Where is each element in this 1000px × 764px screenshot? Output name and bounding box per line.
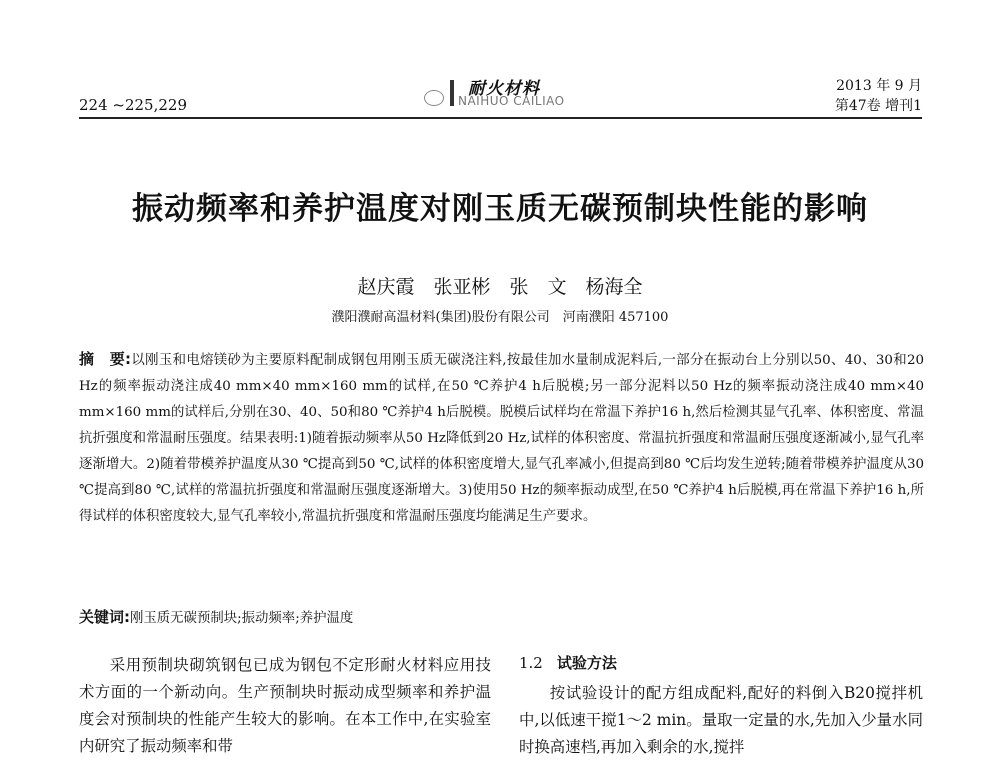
keywords (79, 606, 924, 627)
section-number: 1.2 (519, 654, 543, 672)
logo-circle-icon (424, 90, 444, 106)
abstract-text: 以刚玉和电熔镁砂为主要原料配制成钢包用刚玉质无碳浇注料,按最佳加水量制成泥料后,一部分在振动台上分别以50、40、30和20 Hz的频率振动浇注成40 mm×40 mm×160 mm的试样,在50 ℃养护4 h后脱模;另一部分泥料以50 Hz的频率振动浇注成40 mm×40 mm×160 mm的试样后,分别在30、40、50和80 ℃养护4 h后脱模。脱模后试样均在常温下养护16 h,然后检测其显气孔率、体积密度、常温抗折强度和常温耐压强度。结果表明:1)随着振动频率从50 Hz降低到20 Hz,试样的体积密度、常温抗折强度和常温耐压强度逐渐减小,显气孔率逐渐增大。2)随着带模养护温度从30 ℃提高到50 ℃,试样的体积密度增大,显气孔率减小,但提高到80 ℃后均发生逆转;随着带模养护温度从30 ℃提高到80 ℃,试样的常温抗折强度和常温耐压强度逐渐增大。3)使用50 Hz的频率振动成型,在50 ℃养护4 h后脱模,再在常温下养护16 h,所得试样的体积密度较大,显气孔率较小,常温抗折强度和常温耐压强度均能满足生产要求。 (79, 353, 925, 524)
paper-title: 振动频率和养护温度对刚玉质无碳预制块性能的影响 (132, 191, 868, 227)
issue-volume: 第47卷 增刊1 (834, 98, 922, 114)
issue-date: 2013 年 9 月 (836, 78, 922, 94)
body-left-column: 采用预制块砌筑钢包已成为钢包不定形耐火材料应用技术方面的一个新动向。生产预制块时振动成型频率和养护温度会对预制块的性能产生较大的影响。在本工作中,在实验室内研究了振动频率和带 (79, 656, 491, 755)
abstract (79, 346, 924, 530)
journal-logo (424, 72, 594, 112)
logo-bar-icon (450, 80, 454, 106)
journal-name-en: NAIHUO CAILIAO (458, 94, 565, 108)
page-range: 224 ~225,229 (79, 96, 187, 114)
paper-affiliation: 濮阳濮耐高温材料(集团)股份有限公司 河南濮阳 457100 (331, 310, 669, 325)
keywords-label: 关键词: (79, 608, 130, 626)
header-rule (79, 117, 922, 119)
paper-authors: 赵庆霞 张亚彬 张 文 杨海全 (357, 276, 643, 298)
abstract-label: 摘 要: (79, 350, 132, 368)
issue-info (835, 76, 922, 116)
keywords-text: 刚玉质无碳预制块;振动频率;养护温度 (130, 611, 354, 626)
section-title: 试验方法 (556, 654, 617, 672)
body-right-column: 按试验设计的配方组成配料,配好的料倒入B20搅拌机中,以低速干搅1～2 min。量取一定量的水,先加入少量水同时换高速档,再加入剩余的水,搅拌 (519, 684, 923, 756)
journal-name-cn: 耐火材料 (468, 79, 540, 99)
section-heading (519, 652, 617, 673)
